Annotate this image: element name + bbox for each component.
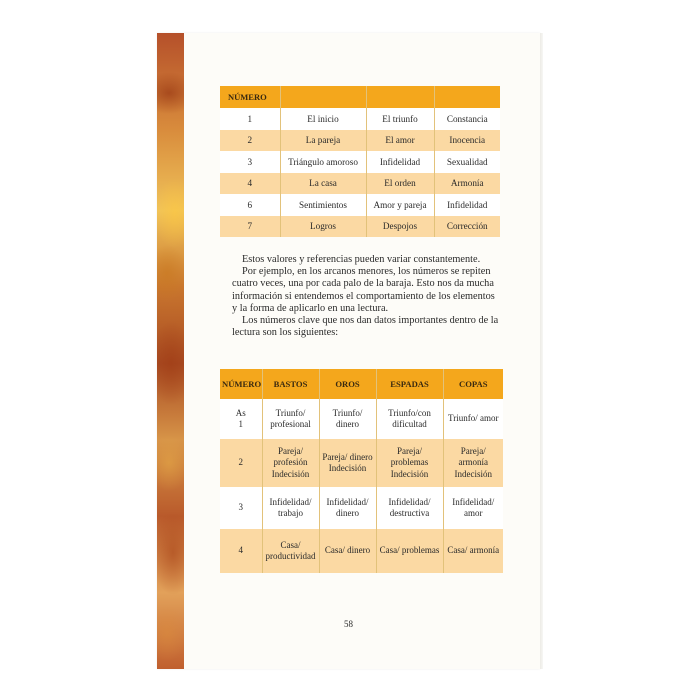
cell-line: As (235, 407, 246, 418)
cell-line: armonía (458, 457, 488, 468)
cell-line: trabajo (278, 508, 303, 518)
table-cell (376, 529, 443, 573)
cell-line: 1 (238, 419, 243, 429)
cell-line: productividad (265, 551, 316, 561)
table-cell (319, 529, 376, 573)
table-cell: Amor y pareja (366, 194, 434, 216)
table-cell: 3 (220, 151, 280, 173)
cell-line: Casa/ armonía (447, 545, 500, 556)
table-cell (376, 399, 443, 439)
table-cell (220, 529, 262, 573)
table-cell: 7 (220, 216, 280, 238)
table-cell (262, 399, 319, 439)
table-cell (220, 399, 262, 439)
cell-line: dinero (336, 508, 359, 518)
cell-line: Pareja/ dinero (322, 451, 373, 462)
table-cell (262, 529, 319, 573)
table-cell: 1 (220, 108, 280, 130)
cell-line: profesional (270, 419, 311, 429)
table-cell: 2 (220, 130, 280, 152)
table-cell (443, 439, 503, 487)
cell-line: amor (464, 508, 483, 518)
table-cell (262, 439, 319, 487)
paragraph: Los números clave que nos dan datos importantes dentro de la lectura son los siguientes: (232, 315, 499, 339)
table-cell: Sexualidad (434, 151, 500, 173)
cell-line: Indecisión (390, 468, 429, 479)
table-cell: Inocencia (434, 130, 500, 152)
table-header-row (220, 369, 503, 399)
cell-line: Casa/ problemas (379, 545, 440, 556)
table-cell: El inicio (280, 108, 366, 130)
page-number: 58 (344, 619, 353, 629)
header-numero: NÚMERO (220, 86, 280, 108)
header-blank (366, 86, 434, 108)
table-row (220, 487, 503, 529)
body-text (232, 254, 502, 339)
cell-line: Infidelidad/ (452, 496, 495, 507)
cell-line: destructiva (389, 508, 430, 518)
table-cell: Armonía (434, 173, 500, 195)
table-cell: El amor (366, 130, 434, 152)
cell-line: Triunfo/con (388, 407, 431, 418)
cell-line: Triunfo/ (332, 407, 363, 418)
table-cell (443, 529, 503, 573)
table-cell: Logros (280, 216, 366, 238)
cell-line: Pareja/ (397, 446, 422, 457)
cell-line: Indecisión (328, 463, 367, 473)
cell-line: Casa/ dinero (324, 545, 371, 556)
table-row (220, 130, 500, 152)
decorative-side-strip (157, 33, 184, 669)
table-row (220, 194, 500, 216)
header-copas: COPAS (443, 369, 503, 399)
table-cell: La casa (280, 173, 366, 195)
header-blank (434, 86, 500, 108)
table-cell (376, 439, 443, 487)
table-cell: Sentimientos (280, 194, 366, 216)
table-cell: Infidelidad (434, 194, 500, 216)
cell-line: Casa/ (280, 539, 301, 550)
table-cell (376, 487, 443, 529)
table-cell (319, 399, 376, 439)
table-row (220, 108, 500, 130)
table-cell (220, 487, 262, 529)
table-cell: Triángulo amoroso (280, 151, 366, 173)
cell-line: dinero (336, 419, 359, 429)
page-edge (540, 33, 543, 669)
cell-line: Indecisión (271, 468, 310, 479)
table-cell: 4 (220, 173, 280, 195)
cell-line: Indecisión (454, 468, 492, 479)
suits-numbers-table (220, 369, 503, 573)
cell-line: Triunfo/ amor (448, 413, 499, 424)
header-espadas: ESPADAS (376, 369, 443, 399)
table-cell: 6 (220, 194, 280, 216)
cell-line: 4 (238, 545, 243, 556)
cell-line: problemas (390, 457, 429, 468)
table-cell: Despojos (366, 216, 434, 238)
table-cell: El triunfo (366, 108, 434, 130)
header-oros: OROS (319, 369, 376, 399)
cell-line: Infidelidad/ (388, 496, 431, 507)
table-row (220, 216, 500, 238)
table-row (220, 399, 503, 439)
table-cell (319, 487, 376, 529)
table-cell (443, 399, 503, 439)
table-row (220, 151, 500, 173)
table-cell: Corrección (434, 216, 500, 238)
cell-line: Pareja/ (278, 446, 303, 457)
table-row (220, 439, 503, 487)
numbers-meaning-table (220, 86, 500, 237)
table-cell: Constancia (434, 108, 500, 130)
table-header-row (220, 86, 500, 108)
cell-line: Triunfo/ (275, 407, 306, 418)
table-cell: La pareja (280, 130, 366, 152)
header-bastos: BASTOS (262, 369, 319, 399)
header-numero: NÚMERO (220, 369, 262, 399)
paragraph: Estos valores y referencias pueden variar constantemente. (242, 254, 481, 265)
book-page (157, 33, 540, 669)
cell-line: Pareja/ (460, 446, 486, 457)
cell-line: 2 (238, 457, 243, 468)
table-row (220, 173, 500, 195)
table-cell (319, 439, 376, 487)
cell-line: Infidelidad/ (269, 496, 312, 507)
cell-line: profesión (273, 457, 308, 468)
table-row (220, 529, 503, 573)
table-cell (220, 439, 262, 487)
cell-line: Infidelidad/ (326, 496, 369, 507)
table-cell: El orden (366, 173, 434, 195)
table-cell: Infidelidad (366, 151, 434, 173)
paragraph: Por ejemplo, en los arcanos menores, los números se repiten cuatro veces, una por cada palo de la baraja. Esto nos da mucha información si entendemos el comportamiento de los elementos y la forma de aplicarlo en una lectura. (232, 266, 495, 314)
cell-line: dificultad (392, 419, 427, 429)
table-cell (262, 487, 319, 529)
cell-line: 3 (238, 502, 243, 513)
header-blank (280, 86, 366, 108)
table-cell (443, 487, 503, 529)
